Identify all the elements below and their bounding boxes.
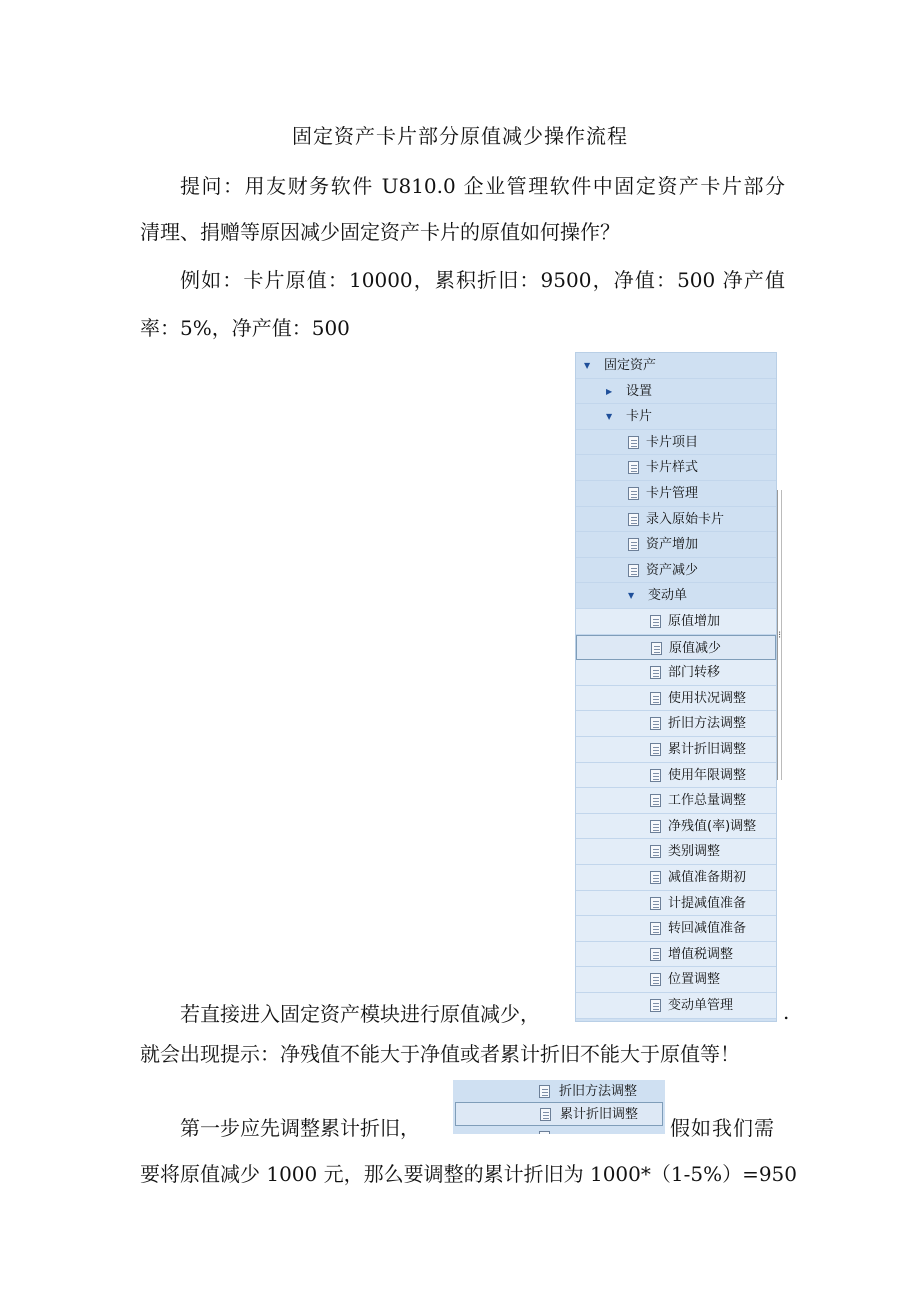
page-title: 固定资产卡片部分原值减少操作流程 [292,124,628,148]
document-icon [628,461,639,474]
document-icon [628,513,639,526]
tree-item[interactable] [576,967,776,993]
tree-item[interactable] [576,481,776,507]
fixed-asset-tree-panel [575,352,777,1022]
tree-item-label: 卡片 [626,409,653,425]
expanded-arrow-icon[interactable]: ▼ [584,361,591,370]
document-icon [650,666,661,679]
tree-item[interactable] [576,583,776,609]
paragraph-end-dot: . [783,1000,790,1024]
document-icon [650,692,661,705]
tree-item[interactable] [576,711,776,737]
tree-item[interactable] [576,788,776,814]
tree-item-label: 减值准备期初 [668,870,747,885]
tree-item-label: 变动单管理 [668,998,734,1013]
document-icon [650,845,661,858]
document-icon [628,564,639,577]
tree-item-label: 位置调整 [668,972,721,988]
tree-item[interactable] [576,404,776,430]
question-line-2: 清理、捐赠等原因减少固定资产卡片的原值如何操作？ [140,220,620,244]
tree-item-label: 卡片项目 [646,434,699,450]
tree-item-label: 部门转移 [668,665,721,681]
tree-item[interactable] [576,891,776,917]
tree-item-label: 卡片管理 [646,486,699,501]
tree-item-label: 原值增加 [668,614,721,629]
document-icon [651,642,662,655]
tree-item[interactable] [576,558,776,584]
snippet-item-label: 累计折旧调整 [560,1107,639,1122]
question-line-1: 提问：用友财务软件 U810.0 企业管理软件中固定资产卡片部分 [180,174,785,198]
document-icon [650,897,661,910]
tree-item-label: 累计折旧调整 [668,742,747,757]
document-icon [650,769,661,782]
document-icon [539,1085,550,1098]
snippet-item-label: 折旧方法调整 [559,1084,638,1099]
document-icon [650,743,661,756]
document-icon [650,948,661,961]
tree-item-label: 使用状况调整 [668,690,747,706]
tree-item[interactable] [576,455,776,481]
tree-item[interactable] [576,916,776,942]
document-icon [650,922,661,935]
document-icon [650,615,661,628]
tree-item-label: 卡片样式 [646,460,699,476]
tree-item[interactable] [576,430,776,456]
expanded-arrow-icon[interactable]: ▼ [606,412,613,422]
tree-item[interactable] [576,353,776,379]
tree-item-label: 固定资产 [604,358,657,373]
document-icon [650,717,661,730]
scrollbar-grip-icon: ⁝ [778,630,782,641]
tree-item-label: 资产减少 [646,562,699,578]
tree-item-label: 录入原始卡片 [646,511,725,527]
paragraph-warning-note: 就会出现提示：净残值不能大于净值或者累计折旧不能大于原值等！ [140,1042,740,1066]
snippet-item-depreciation-method[interactable] [453,1080,665,1104]
document-icon [650,794,661,807]
tree-item[interactable] [576,686,776,712]
collapsed-arrow-icon[interactable]: ▶ [606,386,613,396]
document-icon [650,820,661,833]
tree-item[interactable] [576,737,776,763]
expanded-arrow-icon[interactable]: ▼ [628,591,635,601]
tree-item-label: 原值减少 [669,640,722,656]
tree-item[interactable] [576,839,776,865]
step1-after-text: 假如我们需 [670,1116,775,1140]
paragraph-direct-reduce [180,1000,780,1028]
tree-item-label: 计提减值准备 [668,895,747,911]
tree-item[interactable] [576,814,776,840]
tree-item-label: 净残值(率)调整 [668,818,757,834]
tree-item[interactable] [576,507,776,533]
tree-item-label: 资产增加 [646,537,699,553]
tree-item-label: 增值税调整 [668,946,734,962]
tree-item[interactable] [576,379,776,405]
tree-item-label: 变动单 [648,588,688,604]
tree-item[interactable] [576,942,776,968]
tree-item-label: 使用年限调整 [668,767,747,783]
document-icon [628,436,639,449]
tree-item-label: 设置 [626,383,653,399]
document-icon [650,973,661,986]
example-line-2: 率：5%，净产值：500 [140,316,350,340]
tree-item[interactable] [576,635,776,661]
tree-item-label: 折旧方法调整 [668,716,747,732]
example-line-1: 例如：卡片原值：10000，累积折旧：9500，净值：500 净产值 [180,268,785,292]
document-icon [650,871,661,884]
document-icon [628,487,639,500]
tree-item[interactable] [576,865,776,891]
step1-line-2: 要将原值减少 1000 元，那么要调整的累计折旧为 1000*（1-5%）=950 [140,1162,798,1186]
tree-item-label: 类别调整 [668,844,721,860]
tree-item[interactable] [576,660,776,686]
tree-item-label: 转回减值准备 [668,921,747,937]
tree-item[interactable] [576,532,776,558]
tree-item[interactable] [576,763,776,789]
document-icon [628,538,639,551]
tree-item[interactable] [576,609,776,635]
tree-item-label: 工作总量调整 [668,793,747,809]
paragraph-direct-reduce-text: 若直接进入固定资产模块进行原值减少， [180,1002,540,1026]
step1-text: 第一步应先调整累计折旧， [180,1116,420,1140]
